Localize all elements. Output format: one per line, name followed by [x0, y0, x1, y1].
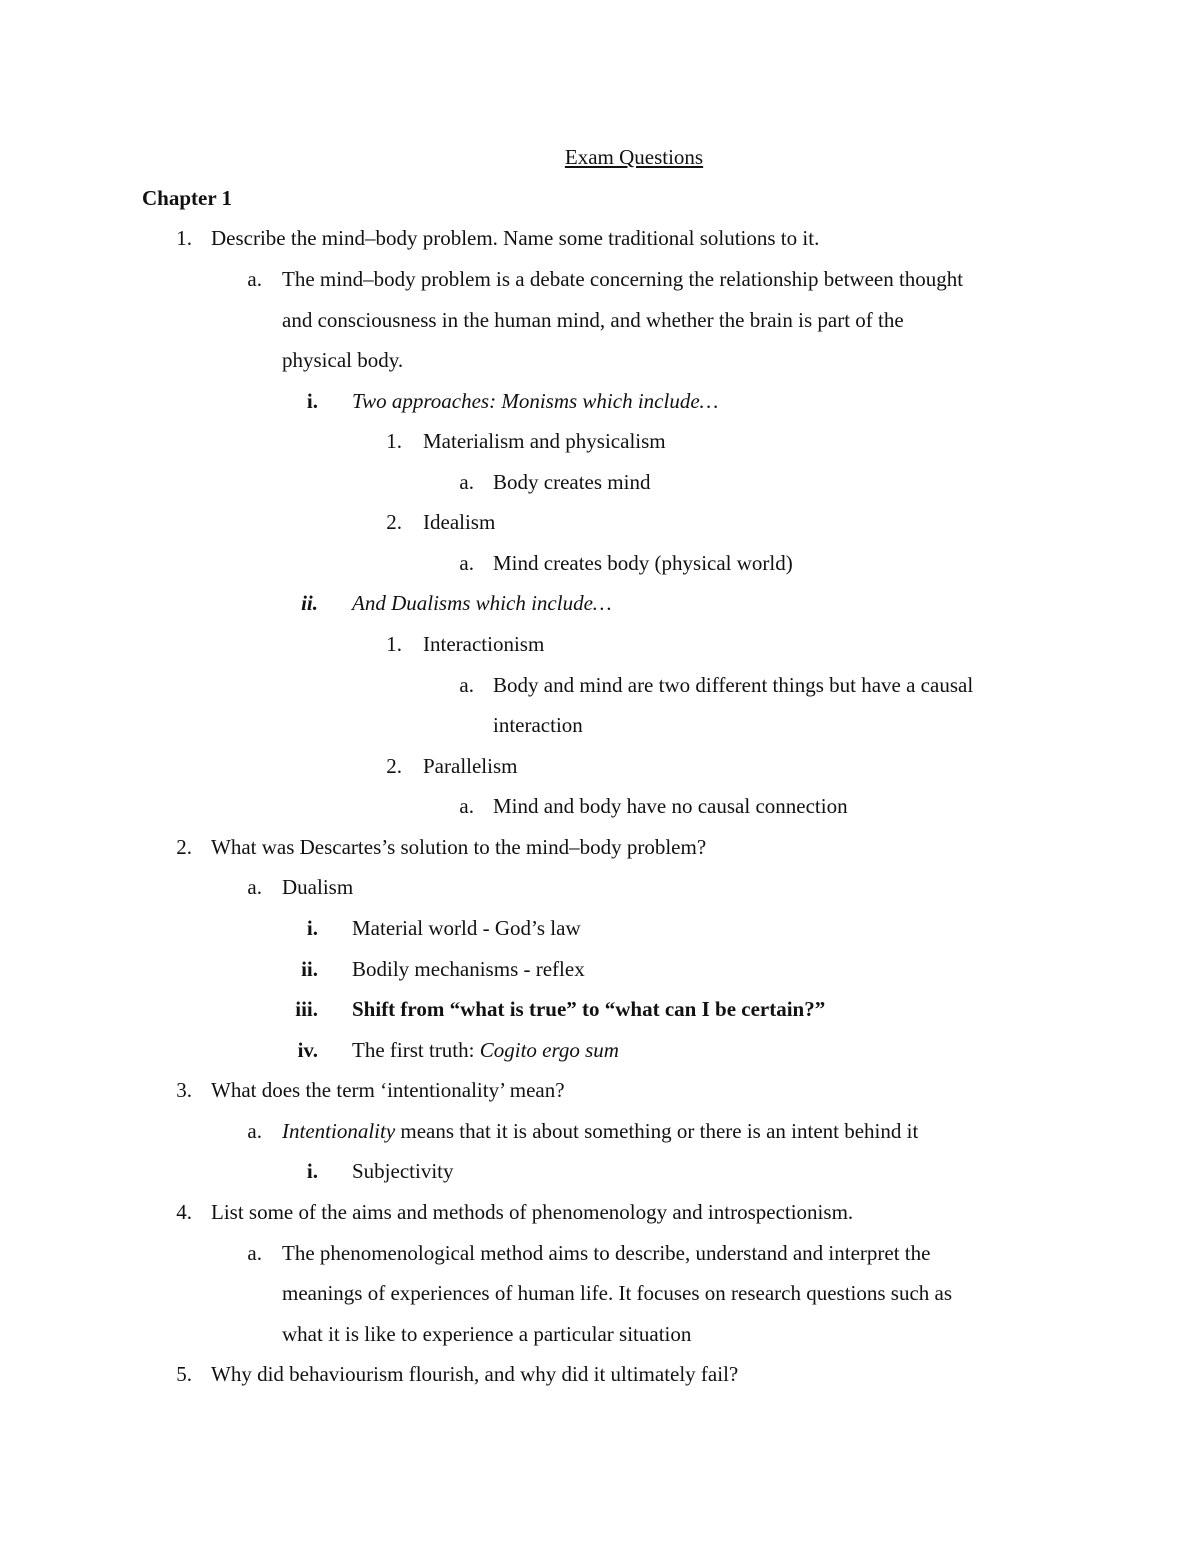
answer-line: And Dualisms which include… — [352, 591, 612, 615]
list-marker: 4. — [176, 1200, 192, 1224]
answer-text: The first truth: — [352, 1038, 480, 1062]
answer-line: Interactionism — [423, 632, 545, 656]
list-marker: a. — [247, 1241, 262, 1265]
answer-line: Subjectivity — [352, 1159, 454, 1183]
answer-line: The mind–body problem is a debate concerning the relationship between thought — [282, 267, 964, 291]
answer-line: interaction — [493, 713, 583, 737]
chapter-heading: Chapter 1 — [142, 186, 233, 210]
answer-line: Mind and body have no causal connection — [493, 794, 848, 818]
list-marker: a. — [247, 267, 262, 291]
answer-line: Body and mind are two different things but have a causal — [493, 673, 974, 697]
answer-line: Material world - God’s law — [352, 916, 581, 940]
list-marker: i. — [306, 1159, 318, 1183]
list-marker: ii. — [301, 957, 318, 981]
list-marker: a. — [247, 875, 262, 899]
question-3: What does the term ‘intentionality’ mean? — [211, 1078, 565, 1102]
question-2: What was Descartes’s solution to the mind–body problem? — [211, 835, 707, 859]
answer-line: what it is like to experience a particular situation — [282, 1322, 692, 1346]
list-marker: 1. — [386, 632, 402, 656]
list-marker: 5. — [176, 1362, 192, 1386]
document-title: Exam Questions — [564, 145, 704, 169]
list-marker: a. — [247, 1119, 262, 1143]
answer-line: Shift from “what is true” to “what can I be certain?” — [352, 997, 826, 1021]
answer-emphasis: Intentionality — [282, 1119, 396, 1143]
list-marker: i. — [306, 389, 318, 413]
answer-line: The phenomenological method aims to describe, understand and interpret the — [282, 1241, 931, 1265]
answer-line: Two approaches: Monisms which include… — [352, 389, 719, 413]
answer-text: means that it is about something or there is an intent behind it — [395, 1119, 919, 1143]
list-marker: a. — [459, 794, 474, 818]
list-marker: 1. — [176, 226, 192, 250]
answer-line: Parallelism — [423, 754, 518, 778]
answer-line: meanings of experiences of human life. It focuses on research questions such as — [282, 1281, 953, 1305]
question-1: Describe the mind–body problem. Name some traditional solutions to it. — [211, 226, 820, 250]
list-marker: a. — [459, 673, 474, 697]
list-marker: iii. — [295, 997, 318, 1021]
answer-line: Body creates mind — [493, 470, 651, 494]
answer-line — [352, 1035, 619, 1065]
list-marker: 1. — [386, 429, 402, 453]
answer-line: Bodily mechanisms - reflex — [352, 957, 585, 981]
list-marker: 2. — [386, 754, 402, 778]
list-marker: 3. — [176, 1078, 192, 1102]
list-marker: i. — [306, 916, 318, 940]
question-5: Why did behaviourism flourish, and why did it ultimately fail? — [211, 1362, 739, 1386]
list-marker: a. — [459, 470, 474, 494]
list-marker: a. — [459, 551, 474, 575]
list-marker: 2. — [176, 835, 192, 859]
list-marker: ii. — [301, 591, 318, 615]
answer-emphasis: Cogito ergo sum — [479, 1038, 619, 1062]
answer-line: Idealism — [423, 510, 496, 534]
answer-line: Mind creates body (physical world) — [493, 551, 793, 575]
list-marker: 2. — [386, 510, 402, 534]
question-4: List some of the aims and methods of phenomenology and introspectionism. — [211, 1200, 854, 1224]
answer-line: and consciousness in the human mind, and whether the brain is part of the — [282, 308, 904, 332]
list-marker: iv. — [297, 1038, 318, 1062]
answer-line: Materialism and physicalism — [423, 429, 666, 453]
answer-line: physical body. — [282, 348, 404, 372]
answer-line — [282, 1116, 918, 1146]
answer-line: Dualism — [282, 875, 354, 899]
